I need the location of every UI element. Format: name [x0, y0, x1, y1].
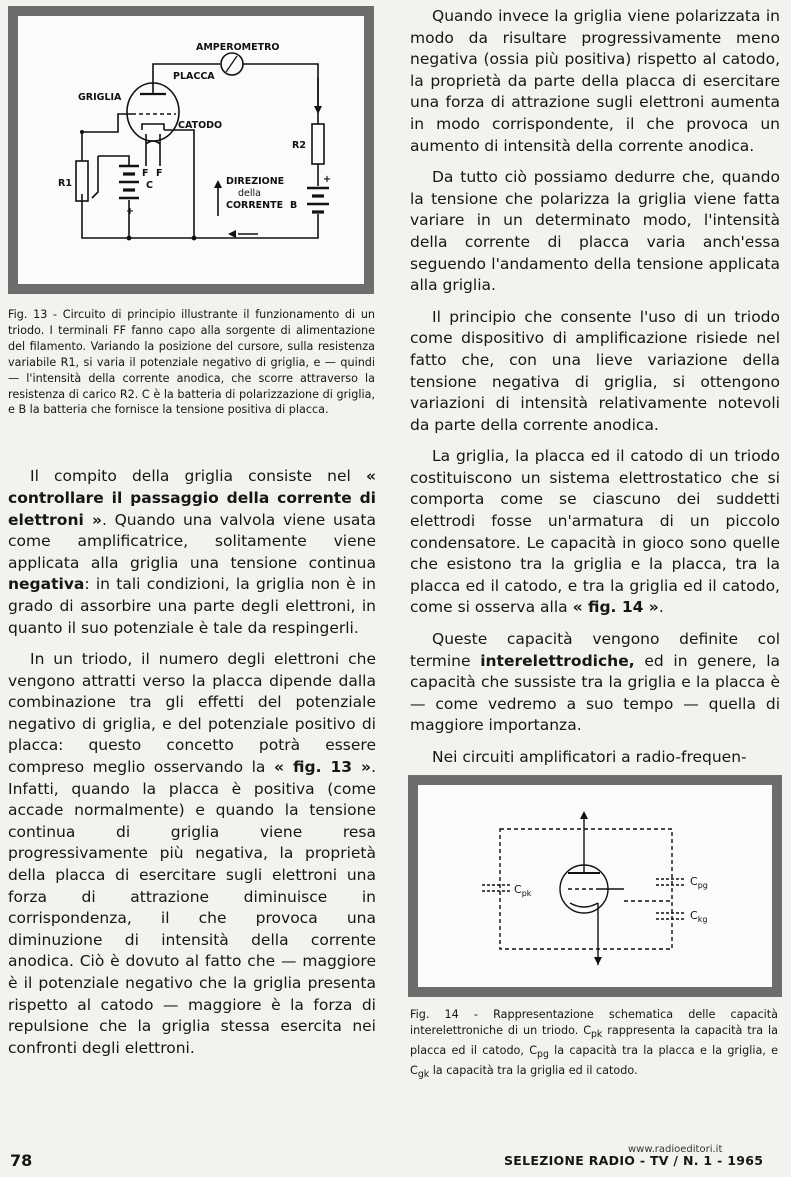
text-run: Il compito della griglia consiste nel [30, 467, 366, 486]
text-run: . Quando una valvola viene usata come amplificatrice, solitamente viene applicata alla griglia una tensione continua [8, 510, 376, 572]
label-c: C [146, 180, 153, 191]
label-corrente: CORRENTE [226, 200, 284, 211]
label-f1: F [142, 168, 149, 179]
label-r2: R2 [292, 140, 306, 151]
figure-reference: « fig. 14 » [572, 598, 659, 617]
label-plus-b: + [323, 174, 331, 185]
right-paragraph-3: Il principio che consente l'uso di un triodo come dispositivo di amplificazione risiede nel fatto che, con una lieve variazione della tensione negativa di griglia, si ottengono variazioni di intensità relativamente notevoli da parte della corrente anodica. [410, 307, 780, 434]
label-cpk: $C_{pk}$ [514, 882, 532, 898]
cathode-electrode [142, 124, 164, 130]
triode-circuit-diagram [18, 16, 364, 284]
text-run: Queste capacità vengono definite col termine [410, 630, 780, 670]
text-run: In un triodo, il numero degli elettroni che vengono attratti verso la placca dipende dalla combinazione tra gli effetti del potenziale negativo di griglia, e del potenziale positivo di placca: questo concetto potrà essere compreso meglio osservando la [8, 650, 376, 777]
text-run: Fig. 14 - Rappresentazione schematica delle capacità interelettroniche di un triodo. C [410, 1007, 778, 1037]
right-paragraph-4 [410, 446, 780, 619]
subscript: gk [417, 1069, 430, 1081]
label-placca: PLACCA [173, 71, 215, 82]
label-della: della [238, 188, 261, 199]
text-run: ed in genere, la capacità che sussiste tra la griglia e la placca è — come vedremo a suo tempo — quella di maggiore importanza. [410, 651, 781, 735]
subscript: pg [537, 1048, 549, 1060]
emphasis-text: interelettrodiche, [480, 651, 635, 670]
grid-battery-c [119, 166, 139, 198]
right-paragraph-1: Quando invece la griglia viene polarizzata in modo da risultare progressivamente meno negativa (ossia più positiva) rispetto al catodo, la proprietà da parte della placca di esercitare una forza di attrazione sugli elettroni aumenta in modo corrispondente, il che provoca un aumento di intensità della corrente anodica. [410, 7, 780, 155]
figure-14-caption [410, 1007, 778, 1083]
figure-reference: « fig. 13 » [273, 758, 372, 777]
right-paragraph-5 [410, 629, 780, 737]
emphasis-text: negativa [8, 575, 85, 594]
figure-14 [408, 775, 782, 997]
label-griglia: GRIGLIA [78, 92, 122, 103]
label-r1: R1 [58, 178, 72, 189]
text-run: rappresenta la capacità tra la placca ed il catodo, C [410, 1023, 778, 1057]
right-paragraph-6: Nei circuiti amplificatori a radio-frequen- [432, 748, 747, 766]
left-paragraph-2 [8, 649, 376, 1059]
left-body-text [8, 466, 376, 1059]
figure-13 [8, 6, 374, 294]
label-ckg: $C_{kg}$ [690, 908, 708, 924]
text-run: la capacità tra la griglia ed il catodo. [429, 1063, 638, 1077]
label-amperometro: AMPEROMETRO [196, 42, 280, 53]
left-paragraph-1 [8, 466, 376, 639]
label-cpg: $C_{pg}$ [690, 874, 708, 890]
text-run: . [658, 598, 664, 617]
text-run: la capacità tra la placca e la griglia, e C [410, 1043, 779, 1077]
label-plus-c: + [126, 206, 134, 217]
right-column [410, 6, 780, 1083]
subscript: pk [591, 1028, 603, 1040]
watermark-url: www.radioeditori.it [628, 1144, 723, 1155]
cathode-electrode [570, 903, 598, 907]
label-catodo: CATODO [178, 120, 223, 131]
figure-13-caption: Fig. 13 - Circuito di principio illustrante il funzionamento di un triodo. I terminali FF fanno capo alla sorgente di alimentazione del filamento. Variando la posizione del cursore, sulla resistenza variabile R1, si varia il potenziale negativo di griglia, e — quindi — l'intensità della corrente anodica, che scorre attraverso la resistenza di carico R2. C è la batteria di polarizzazione di griglia, e B la batteria che fornisce la tensione positiva di placca. [8, 308, 375, 417]
left-column [8, 6, 376, 1059]
text-run: La griglia, la placca ed il catodo di un triodo costituiscono un sistema elettrostatico che si comporta come se ciascuno dei suddetti elettrodi fosse un'armatura di un piccolo condensatore. Le capacità in gioco sono quelle che esistono tra la griglia e la placca, tra la placca ed il catodo, e tra la griglia ed il catodo, come si osserva alla [410, 447, 780, 617]
text-run: . Infatti, quando la placca è positiva (come accade normalmente) e quando la tensione continua di griglia viene resa progressivamente più negativa, la proprietà della placca di esercitare sugli elettroni una forza di attrazione diminuisce in corrispondenza, il che provoca una diminuzione di intensità della corrente anodica. Ciò è dovuto al fatto che — maggiore è il potenziale negativo che la griglia presenta rispetto al catodo — maggiore è la forza di repulsione che la griglia stessa esercita nei confronti degli elettroni. [8, 758, 376, 1057]
interelectrode-capacity-diagram [418, 785, 772, 987]
emphasis-text: « controllare il passaggio della corrente di elettroni » [8, 467, 376, 529]
text-run: : in tali condizioni, la griglia non è in grado di assorbire una parte degli elettroni, in quanto il suo potenziale è tale da respingerli. [8, 575, 376, 637]
label-b: B [290, 200, 298, 211]
page-number: 78 [10, 1151, 33, 1170]
publication-footer: SELEZIONE RADIO - TV / N. 1 - 1965 [504, 1153, 764, 1168]
label-f2: F [156, 168, 163, 179]
plate-battery-b [307, 188, 329, 212]
label-direzione: DIREZIONE [226, 176, 285, 187]
right-paragraph-2: Da tutto ciò possiamo dedurre che, quando la tensione che polarizza la griglia viene fatta variare in un determinato modo, l'intensità della corrente di placca varia anch'essa seguendo l'andamento della tensione applicata alla griglia. [410, 168, 780, 295]
load-resistor-r2 [312, 124, 324, 164]
